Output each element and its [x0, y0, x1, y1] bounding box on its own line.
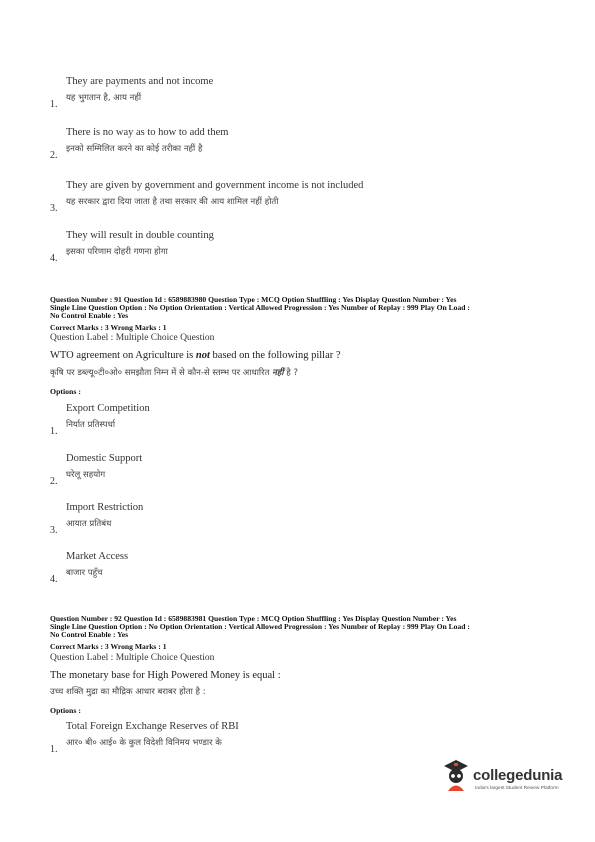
q92-options-heading: Options :: [50, 706, 81, 715]
q91-options-heading: Options :: [50, 387, 81, 396]
q91-text-en-part-1: WTO agreement on Agriculture is: [50, 350, 196, 361]
q91-question-label: Question Label : Multiple Choice Question: [50, 333, 215, 343]
logo-brand-text: collegedunia: [473, 767, 563, 784]
q91-meta-line-2: Single Line Question Option : No Option Orientation : Vertical Allowed Progression : Yes Number of Replay : 999 Play On Load :: [50, 303, 470, 312]
q92-question-label: Question Label : Multiple Choice Question: [50, 653, 215, 663]
q91-question-text-en: [50, 350, 341, 361]
q91-option-3-hi: आयात प्रतिबंध: [66, 519, 112, 529]
q92-option-1-en: Total Foreign Exchange Reserves of RBI: [66, 721, 239, 732]
prev-option-1-en: They are payments and not income: [66, 76, 214, 87]
q91-option-3-en: Import Restriction: [66, 502, 144, 513]
q92-question-text-hi: उच्च शक्ति मुद्रा का मौद्रिक आधार बराबर होता है :: [50, 687, 206, 697]
q91-marks: Correct Marks : 3 Wrong Marks : 1: [50, 323, 167, 332]
q91-option-2-hi: घरेलू सहयोग: [66, 470, 106, 480]
q91-option-1-number: 1.: [50, 426, 58, 437]
q92-option-1-number: 1.: [50, 744, 58, 755]
prev-option-1-hi: यह भुगतान है, आय नहीं: [66, 93, 142, 103]
prev-option-3-en: They are given by government and government income is not included: [66, 180, 364, 191]
q91-option-2-number: 2.: [50, 476, 58, 487]
q92-meta-line-2: Single Line Question Option : No Option Orientation : Vertical Allowed Progression : Yes Number of Replay : 999 Play On Load :: [50, 622, 470, 631]
q91-question-text-hi: [50, 367, 298, 378]
q91-option-4-hi: बाजार पहुँच: [66, 568, 103, 578]
collegedunia-logo: [441, 758, 567, 802]
q91-text-en-part-2: based on the following pillar ?: [209, 350, 341, 361]
q91-meta-line-3: No Control Enable : Yes: [50, 311, 129, 320]
q91-meta-line-1: Question Number : 91 Question Id : 6589883980 Question Type : MCQ Option Shuffling : Yes Display Question Number : Yes: [50, 295, 457, 304]
logo-tagline: India's largest Student Review Platform: [475, 786, 559, 791]
q92-marks: Correct Marks : 3 Wrong Marks : 1: [50, 642, 167, 651]
q92-question-text-en: The monetary base for High Powered Money is equal :: [50, 670, 281, 681]
prev-option-4-number: 4.: [50, 253, 58, 264]
q91-text-hi-emphasis: नहीं: [272, 368, 284, 378]
prev-option-3-number: 3.: [50, 203, 58, 214]
prev-option-2-number: 2.: [50, 150, 58, 161]
q91-text-hi-part-1: कृषि पर डब्ल्यू०टी०ओ० समझौता निम्न में से कौन-से स्तम्भ पर आधारित: [50, 368, 273, 378]
graduate-mascot-icon: [441, 758, 471, 792]
q92-option-1-hi: आर० बी० आई० के कुल विदेशी विनिमय भण्डार के: [66, 738, 222, 748]
prev-option-2-hi: इनको सम्मिलित करने का कोई तरीका नहीं है: [66, 144, 203, 154]
q91-option-4-number: 4.: [50, 574, 58, 585]
prev-option-3-hi: यह सरकार द्वारा दिया जाता है तथा सरकार की आय शामिल नहीं होती: [66, 197, 279, 207]
q91-option-1-hi: निर्यात प्रतिस्पर्धा: [66, 420, 116, 430]
q91-option-1-en: Export Competition: [66, 403, 150, 414]
prev-option-2-en: There is no way as to how to add them: [66, 127, 229, 138]
prev-option-1-number: 1.: [50, 99, 58, 110]
q91-option-3-number: 3.: [50, 525, 58, 536]
q91-text-en-emphasis: not: [195, 350, 210, 361]
q91-option-2-en: Domestic Support: [66, 453, 143, 464]
q92-meta-line-1: Question Number : 92 Question Id : 6589883981 Question Type : MCQ Option Shuffling : Yes Display Question Number : Yes: [50, 614, 457, 623]
q91-option-4-en: Market Access: [66, 551, 129, 562]
q91-text-hi-part-2: है ?: [283, 368, 299, 378]
prev-option-4-en: They will result in double counting: [66, 230, 214, 241]
prev-option-4-hi: इसका परिणाम दोहरी गणना होगा: [66, 247, 168, 257]
q92-meta-line-3: No Control Enable : Yes: [50, 630, 129, 639]
